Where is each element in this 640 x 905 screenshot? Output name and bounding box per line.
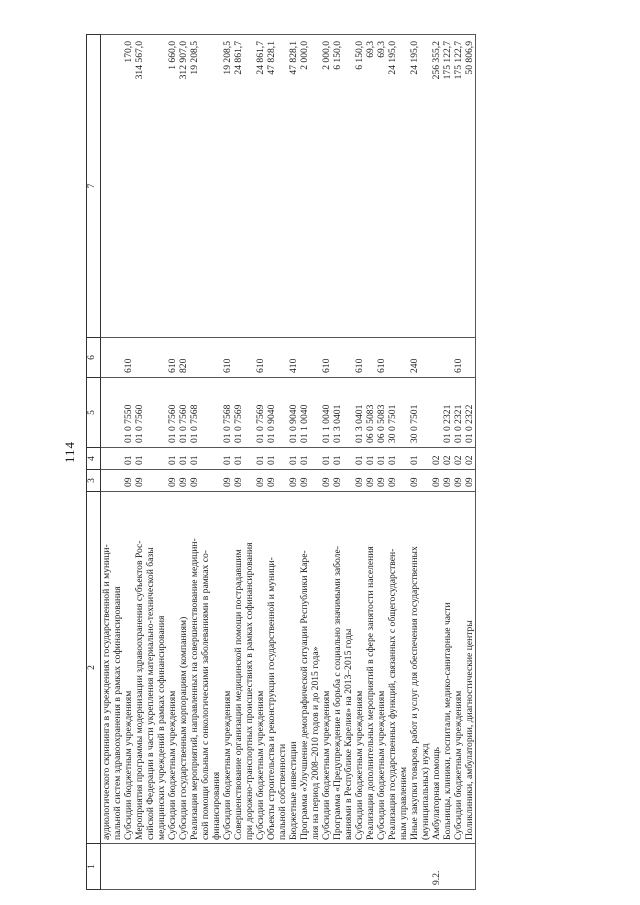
expense-type-cell — [310, 338, 321, 378]
subsection-code-cell: 02 — [453, 448, 464, 470]
section-code-cell — [277, 470, 288, 492]
section-code-cell: 09 — [409, 470, 420, 492]
table-row — [134, 35, 145, 890]
description-cell: Иные закупки товаров, работ и услуг для обеспечения государственных — [409, 492, 420, 844]
subsection-code-cell: 01 — [376, 448, 387, 470]
row-number-cell — [277, 844, 288, 890]
row-number-cell — [354, 844, 365, 890]
column-header: 5 — [87, 378, 101, 448]
amount-cell: 50 806,9 — [464, 35, 476, 338]
table-header-row — [87, 35, 101, 890]
target-article-cell: 01 3 0401 — [332, 378, 343, 448]
row-number-cell — [222, 844, 233, 890]
table-row — [310, 35, 321, 890]
table-row — [277, 35, 288, 890]
table-row — [255, 35, 266, 890]
amount-cell: 175 122,7 — [442, 35, 453, 338]
section-code-cell: 09 — [376, 470, 387, 492]
table-row — [321, 35, 332, 890]
expense-type-cell: 820 — [178, 338, 189, 378]
table-row — [464, 35, 476, 890]
amount-cell — [398, 35, 409, 338]
subsection-code-cell: 01 — [387, 448, 398, 470]
row-number-cell — [211, 844, 222, 890]
subsection-code-cell — [145, 448, 156, 470]
section-code-cell — [398, 470, 409, 492]
subsection-code-cell: 01 — [222, 448, 233, 470]
amount-cell: 256 355,2 — [431, 35, 442, 338]
description-cell: Реализация мероприятий, направленных на совершенствование медицин- — [189, 492, 200, 844]
subsection-code-cell: 01 — [167, 448, 178, 470]
target-article-cell — [101, 378, 113, 448]
section-code-cell: 09 — [178, 470, 189, 492]
section-code-cell — [211, 470, 222, 492]
target-article-cell — [431, 378, 442, 448]
column-header: 2 — [87, 492, 101, 844]
section-code-cell — [420, 470, 431, 492]
section-code-cell: 09 — [222, 470, 233, 492]
subsection-code-cell: 01 — [266, 448, 277, 470]
row-number-cell: 9.2. — [431, 844, 442, 890]
table-row — [409, 35, 420, 890]
subsection-code-cell — [277, 448, 288, 470]
expense-type-cell — [244, 338, 255, 378]
subsection-code-cell: 01 — [123, 448, 134, 470]
subsection-code-cell: 02 — [442, 448, 453, 470]
table-row — [288, 35, 299, 890]
amount-cell: 24 861,7 — [255, 35, 266, 338]
description-cell: аудиологического скрининга в учреждениях государственной и муници- — [101, 492, 113, 844]
expense-type-cell: 610 — [354, 338, 365, 378]
target-article-cell — [112, 378, 123, 448]
description-cell: Субсидии государственным корпорациям (компаниям) — [178, 492, 189, 844]
amount-cell: 1 660,0 — [167, 35, 178, 338]
amount-cell: 2 000,0 — [321, 35, 332, 338]
subsection-code-cell: 01 — [332, 448, 343, 470]
section-code-cell: 09 — [321, 470, 332, 492]
section-code-cell: 09 — [167, 470, 178, 492]
section-code-cell — [101, 470, 113, 492]
amount-cell — [200, 35, 211, 338]
amount-cell: 24 195,0 — [409, 35, 420, 338]
amount-cell: 6 150,0 — [354, 35, 365, 338]
row-number-cell — [178, 844, 189, 890]
table-row — [431, 35, 442, 890]
expense-type-cell — [156, 338, 167, 378]
amount-cell — [101, 35, 113, 338]
row-number-cell — [299, 844, 310, 890]
section-code-cell — [112, 470, 123, 492]
column-header: 6 — [87, 338, 101, 378]
expense-type-cell: 610 — [167, 338, 178, 378]
target-article-cell — [200, 378, 211, 448]
target-article-cell: 01 0 9040 — [266, 378, 277, 448]
section-code-cell: 09 — [354, 470, 365, 492]
amount-cell: 19 208,5 — [222, 35, 233, 338]
target-article-cell — [211, 378, 222, 448]
expense-type-cell: 610 — [123, 338, 134, 378]
target-article-cell: 01 0 7568 — [222, 378, 233, 448]
description-cell: пальной систем здравоохранения в рамках софинансирования — [112, 492, 123, 844]
expense-type-cell — [420, 338, 431, 378]
description-cell: Реализация государственных функций, связанных с общегосударствен- — [387, 492, 398, 844]
target-article-cell: 01 0 2322 — [464, 378, 476, 448]
expense-type-cell: 410 — [288, 338, 299, 378]
amount-cell — [420, 35, 431, 338]
amount-cell: 312 907,0 — [178, 35, 189, 338]
table-row — [189, 35, 200, 890]
expense-type-cell — [112, 338, 123, 378]
section-code-cell: 09 — [299, 470, 310, 492]
row-number-cell — [255, 844, 266, 890]
section-code-cell: 09 — [387, 470, 398, 492]
table-row — [343, 35, 354, 890]
subsection-code-cell — [420, 448, 431, 470]
subsection-code-cell: 02 — [464, 448, 476, 470]
row-number-cell — [244, 844, 255, 890]
expense-type-cell — [299, 338, 310, 378]
description-cell: ваниями в Республике Карелия» на 2013–2015 годы — [343, 492, 354, 844]
expense-type-cell: 610 — [453, 338, 464, 378]
subsection-code-cell — [244, 448, 255, 470]
subsection-code-cell — [156, 448, 167, 470]
row-number-cell — [266, 844, 277, 890]
subsection-code-cell — [343, 448, 354, 470]
amount-cell: 2 000,0 — [299, 35, 310, 338]
row-number-cell — [442, 844, 453, 890]
amount-cell: 19 208,5 — [189, 35, 200, 338]
amount-cell — [211, 35, 222, 338]
subsection-code-cell — [398, 448, 409, 470]
section-code-cell — [145, 470, 156, 492]
target-article-cell: 01 0 2321 — [442, 378, 453, 448]
target-article-cell: 01 0 7560 — [178, 378, 189, 448]
description-cell: Субсидии бюджетным учреждениям — [167, 492, 178, 844]
row-number-cell — [101, 844, 113, 890]
table-row — [156, 35, 167, 890]
description-cell: Больницы, клиники, госпитали, медико-санитарные части — [442, 492, 453, 844]
table-row — [266, 35, 277, 890]
amount-cell — [156, 35, 167, 338]
target-article-cell: 01 0 9040 — [288, 378, 299, 448]
description-cell: Субсидии бюджетным учреждениям — [354, 492, 365, 844]
amount-cell: 69,3 — [376, 35, 387, 338]
target-article-cell: 30 0 7501 — [409, 378, 420, 448]
expense-type-cell: 610 — [376, 338, 387, 378]
table-row — [178, 35, 189, 890]
table-row — [376, 35, 387, 890]
table-row — [112, 35, 123, 890]
table-row — [398, 35, 409, 890]
table-row — [101, 35, 113, 890]
expense-type-cell — [398, 338, 409, 378]
row-number-cell — [376, 844, 387, 890]
expense-type-cell — [277, 338, 288, 378]
row-number-cell — [332, 844, 343, 890]
row-number-cell — [112, 844, 123, 890]
amount-cell: 69,3 — [365, 35, 376, 338]
expense-type-cell: 610 — [255, 338, 266, 378]
subsection-code-cell: 01 — [189, 448, 200, 470]
target-article-cell — [244, 378, 255, 448]
section-code-cell: 09 — [288, 470, 299, 492]
section-code-cell — [343, 470, 354, 492]
description-cell: медицинских учреждений в рамках софинансирования — [156, 492, 167, 844]
section-code-cell: 09 — [431, 470, 442, 492]
section-code-cell: 09 — [266, 470, 277, 492]
target-article-cell: 01 0 7568 — [189, 378, 200, 448]
expense-type-cell — [343, 338, 354, 378]
subsection-code-cell: 01 — [299, 448, 310, 470]
subsection-code-cell — [112, 448, 123, 470]
target-article-cell: 06 0 5083 — [376, 378, 387, 448]
expense-type-cell — [134, 338, 145, 378]
row-number-cell — [453, 844, 464, 890]
column-header: 4 — [87, 448, 101, 470]
expense-type-cell — [442, 338, 453, 378]
description-cell: ской помощи больным с онкологическими заболеваниями в рамках со- — [200, 492, 211, 844]
amount-cell: 6 150,0 — [332, 35, 343, 338]
row-number-cell — [321, 844, 332, 890]
amount-cell — [343, 35, 354, 338]
section-code-cell: 09 — [453, 470, 464, 492]
row-number-cell — [288, 844, 299, 890]
expense-type-cell — [332, 338, 343, 378]
amount-cell: 24 861,7 — [233, 35, 244, 338]
amount-cell — [112, 35, 123, 338]
expense-type-cell — [101, 338, 113, 378]
row-number-cell — [365, 844, 376, 890]
row-number-cell — [134, 844, 145, 890]
subsection-code-cell — [101, 448, 113, 470]
target-article-cell — [420, 378, 431, 448]
target-article-cell: 06 0 5083 — [365, 378, 376, 448]
description-cell: Программа «Улучшение демографической ситуации Республики Каре- — [299, 492, 310, 844]
subsection-code-cell: 01 — [134, 448, 145, 470]
target-article-cell: 01 1 0040 — [321, 378, 332, 448]
amount-cell: 24 195,0 — [387, 35, 398, 338]
amount-cell — [145, 35, 156, 338]
section-code-cell — [244, 470, 255, 492]
expense-type-cell: 610 — [222, 338, 233, 378]
row-number-cell — [398, 844, 409, 890]
table-row — [442, 35, 453, 890]
description-cell: сийской Федерации в части укрепления материально-технической базы — [145, 492, 156, 844]
budget-table — [86, 34, 476, 890]
amount-cell — [244, 35, 255, 338]
expense-type-cell — [211, 338, 222, 378]
amount-cell: 175 122,7 — [453, 35, 464, 338]
row-number-cell — [123, 844, 134, 890]
target-article-cell: 01 0 2321 — [453, 378, 464, 448]
table-row — [420, 35, 431, 890]
description-cell: при дорожно-транспортных происшествиях в рамках софинансирования — [244, 492, 255, 844]
description-cell: Субсидии бюджетным учреждениям — [453, 492, 464, 844]
expense-type-cell — [189, 338, 200, 378]
table-row — [200, 35, 211, 890]
table-row — [332, 35, 343, 890]
description-cell: Субсидии бюджетным учреждениям — [123, 492, 134, 844]
table-row — [233, 35, 244, 890]
page-number: 114 — [62, 440, 77, 464]
subsection-code-cell: 01 — [365, 448, 376, 470]
subsection-code-cell: 01 — [409, 448, 420, 470]
row-number-cell — [156, 844, 167, 890]
expense-type-cell — [266, 338, 277, 378]
description-cell: Бюджетные инвестиции — [288, 492, 299, 844]
target-article-cell — [310, 378, 321, 448]
target-article-cell: 01 0 7560 — [167, 378, 178, 448]
description-cell: ным управлением — [398, 492, 409, 844]
expense-type-cell: 610 — [321, 338, 332, 378]
table-row — [211, 35, 222, 890]
description-cell: (муниципальных) нужд — [420, 492, 431, 844]
target-article-cell: 01 1 0040 — [299, 378, 310, 448]
section-code-cell: 09 — [365, 470, 376, 492]
section-code-cell: 09 — [134, 470, 145, 492]
subsection-code-cell: 01 — [321, 448, 332, 470]
section-code-cell: 09 — [464, 470, 476, 492]
section-code-cell: 09 — [332, 470, 343, 492]
row-number-cell — [310, 844, 321, 890]
section-code-cell: 09 — [233, 470, 244, 492]
description-cell: Субсидии бюджетным учреждениям — [376, 492, 387, 844]
section-code-cell — [156, 470, 167, 492]
target-article-cell — [343, 378, 354, 448]
subsection-code-cell: 01 — [178, 448, 189, 470]
description-cell: Субсидии бюджетным учреждениям — [222, 492, 233, 844]
table-body — [101, 35, 476, 890]
subsection-code-cell — [310, 448, 321, 470]
row-number-cell — [233, 844, 244, 890]
subsection-code-cell — [211, 448, 222, 470]
expense-type-cell: 240 — [409, 338, 420, 378]
target-article-cell: 30 0 7501 — [387, 378, 398, 448]
table-row — [387, 35, 398, 890]
target-article-cell — [156, 378, 167, 448]
target-article-cell: 01 0 7569 — [233, 378, 244, 448]
section-code-cell: 09 — [442, 470, 453, 492]
row-number-cell — [167, 844, 178, 890]
rotated-table-container — [86, 35, 536, 890]
expense-type-cell — [464, 338, 476, 378]
row-number-cell — [409, 844, 420, 890]
column-header: 7 — [87, 35, 101, 338]
expense-type-cell — [145, 338, 156, 378]
table-row — [145, 35, 156, 890]
target-article-cell — [277, 378, 288, 448]
amount-cell: 47 828,1 — [266, 35, 277, 338]
table-row — [123, 35, 134, 890]
row-number-cell — [343, 844, 354, 890]
table-row — [244, 35, 255, 890]
section-code-cell — [310, 470, 321, 492]
expense-type-cell — [387, 338, 398, 378]
table-row — [365, 35, 376, 890]
row-number-cell — [420, 844, 431, 890]
expense-type-cell — [365, 338, 376, 378]
description-cell: лия на период 2008–2010 годов и до 2015 года» — [310, 492, 321, 844]
row-number-cell — [145, 844, 156, 890]
expense-type-cell — [200, 338, 211, 378]
subsection-code-cell: 01 — [255, 448, 266, 470]
description-cell: Мероприятия программы модернизации здравоохранения субъектов Рос- — [134, 492, 145, 844]
description-cell: финансирования — [211, 492, 222, 844]
target-article-cell — [145, 378, 156, 448]
description-cell: Амбулаторная помощь — [431, 492, 442, 844]
row-number-cell — [464, 844, 476, 890]
table-row — [453, 35, 464, 890]
table-row — [167, 35, 178, 890]
expense-type-cell — [233, 338, 244, 378]
target-article-cell — [398, 378, 409, 448]
subsection-code-cell: 01 — [288, 448, 299, 470]
amount-cell — [277, 35, 288, 338]
amount-cell: 314 567,0 — [134, 35, 145, 338]
expense-type-cell — [431, 338, 442, 378]
table-row — [299, 35, 310, 890]
table-row — [354, 35, 365, 890]
subsection-code-cell — [200, 448, 211, 470]
subsection-code-cell: 01 — [233, 448, 244, 470]
description-cell: Субсидии бюджетным учреждениям — [255, 492, 266, 844]
subsection-code-cell: 02 — [431, 448, 442, 470]
column-header: 1 — [87, 844, 101, 890]
table-row — [222, 35, 233, 890]
section-code-cell: 09 — [255, 470, 266, 492]
row-number-cell — [200, 844, 211, 890]
amount-cell: 47 828,1 — [288, 35, 299, 338]
column-header: 3 — [87, 470, 101, 492]
amount-cell: 170,0 — [123, 35, 134, 338]
target-article-cell: 01 0 7560 — [134, 378, 145, 448]
row-number-cell — [189, 844, 200, 890]
description-cell: Программа «Предупреждение и борьба с социально значимыми заболе- — [332, 492, 343, 844]
target-article-cell: 01 0 7550 — [123, 378, 134, 448]
description-cell: Поликлиники, амбулатории, диагностические центры — [464, 492, 476, 844]
description-cell: Субсидии бюджетным учреждениям — [321, 492, 332, 844]
section-code-cell — [200, 470, 211, 492]
row-number-cell — [387, 844, 398, 890]
section-code-cell: 09 — [123, 470, 134, 492]
description-cell: Совершенствование организации медицинской помощи пострадавшим — [233, 492, 244, 844]
target-article-cell: 01 0 7569 — [255, 378, 266, 448]
description-cell: Реализация дополнительных мероприятий в сфере занятости населения — [365, 492, 376, 844]
section-code-cell: 09 — [189, 470, 200, 492]
description-cell: Объекты строительства и реконструкции государственной и муници- — [266, 492, 277, 844]
subsection-code-cell: 01 — [354, 448, 365, 470]
target-article-cell: 01 3 0401 — [354, 378, 365, 448]
amount-cell — [310, 35, 321, 338]
description-cell: пальной собственности — [277, 492, 288, 844]
